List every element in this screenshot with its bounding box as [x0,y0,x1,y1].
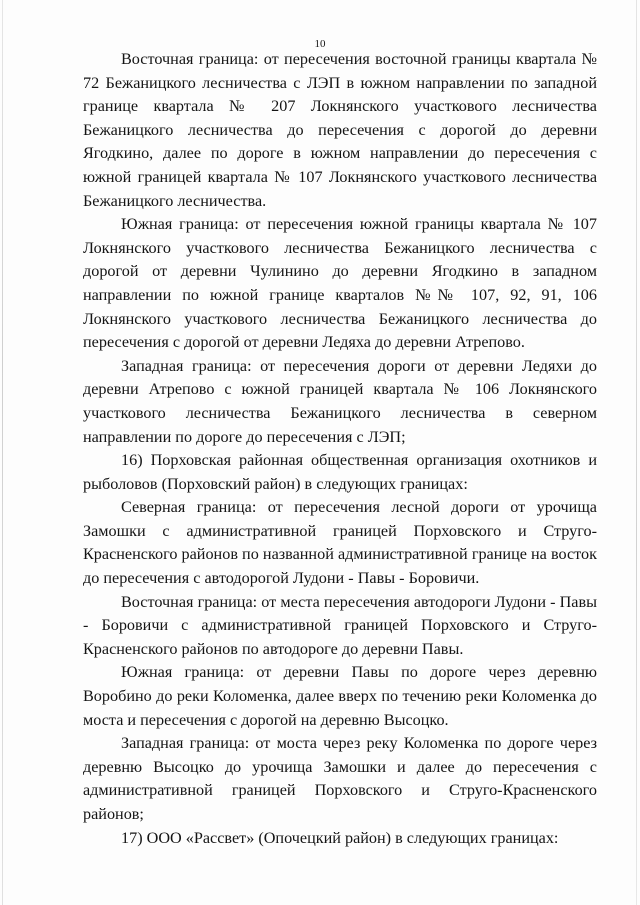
paragraph-south-border-16: Южная граница: от деревни Павы по дороге через деревню Воробино до реки Коломенка, далее вверх по течению реки Коломенка до моста и пересечения с дорогой на деревню Высоцко. [83,663,597,729]
paragraph-east-border-14: Восточная граница: от пересечения восточной границы квартала № 72 Бежаницкого лесничества с ЛЭП в южном направлении по западной границе квартала № 207 Локнянского участкового лесничества Бежаницкого лесничества до пересечения с дорогой до деревни Ягодкино, далее по дороге в южном направлении до пересечения с южной границей квартала № 107 Локнянского участкового лесничества Бежаницкого лесничества. [83,50,597,210]
page-number: 10 [314,38,326,50]
paragraph-west-border-14: Западная граница: от пересечения дороги от деревни Ледяхи до деревни Атрепово с южной границей квартала № 106 Локнянского участкового лесничества Бежаницкого лесничества в северном направлении по дороге до пересечения с ЛЭП; [83,356,597,446]
paragraph-item-16-heading: 16) Порховская районная общественная организация охотников и рыболовов (Порховский район) в следующих границах: [83,451,597,493]
scan-edge-right [636,0,637,905]
paragraph-south-border-14: Южная граница: от пересечения южной границы квартала № 107 Локнянского участкового лесничества Бежаницкого лесничества с дорогой от деревни Чулинино до деревни Ягодкино в западном направлении по южной границе кварталов №№ 107, 92, 91, 106 Локнянского участкового лесничества Бежаницкого лесничества до пересечения с дорогой от деревни Ледяха до деревни Атрепово. [83,215,597,352]
document-body [83,48,597,850]
paragraph-item-17-heading: 17) ООО «Рассвет» (Опочецкий район) в следующих границах: [121,828,559,847]
scan-edge-left [2,0,3,905]
paragraph-north-border-16: Северная граница: от пересечения лесной дороги от урочища Замошки с административной границей Порховского и Струго-Красненского районов по названной административной границе на восток до пересечения с автодорогой Лудони - Павы - Боровичи. [83,498,597,588]
paragraph-east-border-16: Восточная граница: от места пересечения автодороги Лудони - Павы - Боровичи с административной границей Порховского и Струго-Красненского районов по автодороге до деревни Павы. [83,592,597,658]
paragraph-west-border-16: Западная граница: от моста через реку Коломенка по дороге через деревню Высоцко до урочища Замошки и далее до пересечения с административной границей Порховского и Струго-Красненского районов; [83,734,597,823]
